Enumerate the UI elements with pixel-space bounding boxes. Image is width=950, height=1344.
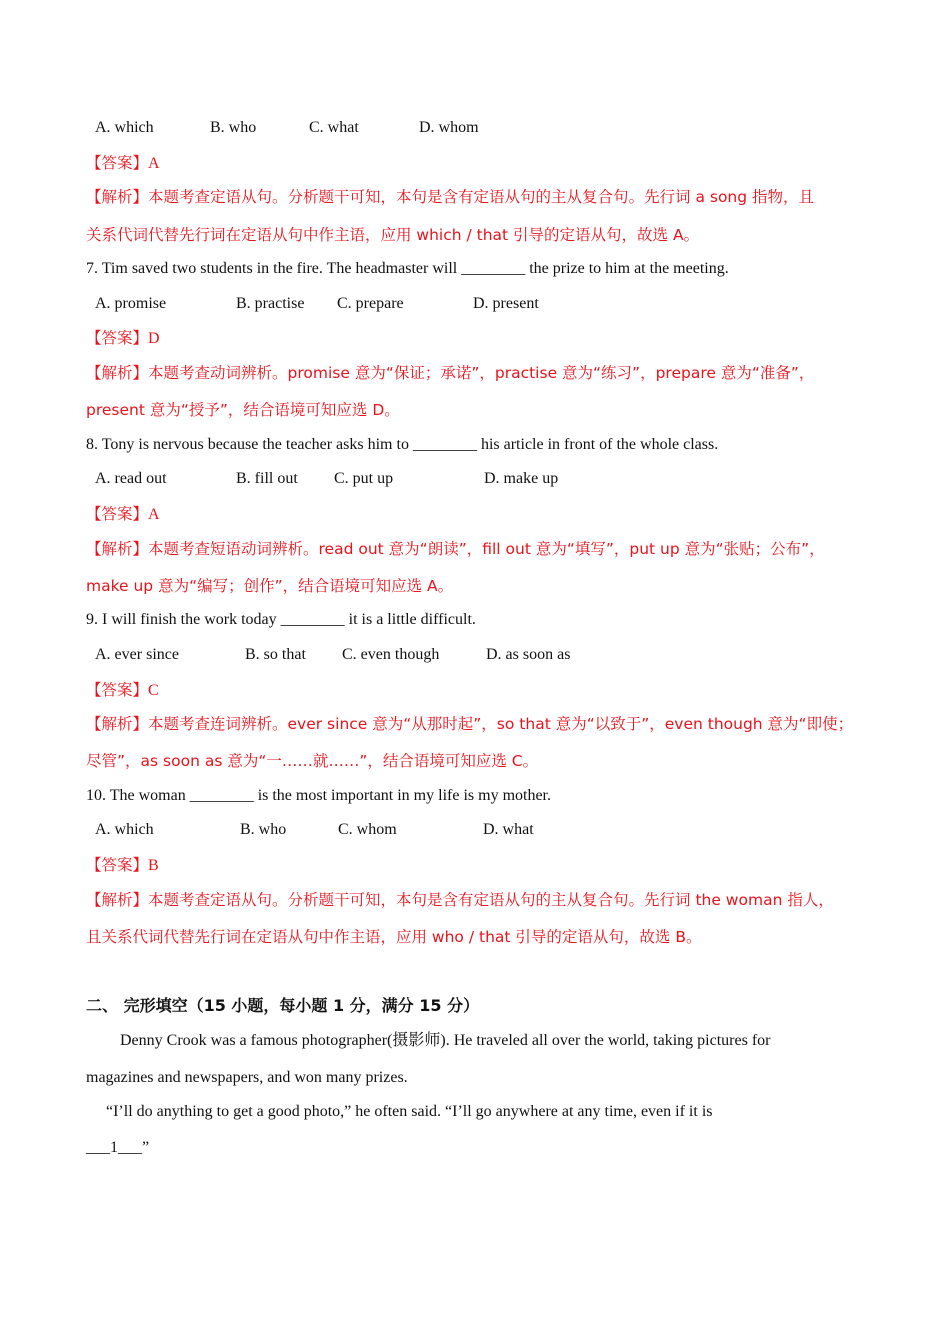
q8-answer-label: 【答案】 — [86, 505, 149, 523]
q10-analysis-text1: 本题考查定语从句。分析题干可知，本句是含有定语从句的主从复合句。先行词 the woman 指人， — [148, 891, 834, 909]
q8-option-c: C. put up — [334, 470, 394, 487]
q7-analysis-text1: 本题考查动词辨析。promise 意为“保证；承诺”，practise 意为“练习”，prepare 意为“准备”， — [148, 364, 815, 382]
q10-option-a: A. which — [95, 821, 154, 838]
q6-answer — [86, 153, 160, 174]
q7-answer-label: 【答案】 — [86, 329, 149, 347]
q6-option-b: B. who — [210, 119, 257, 136]
q9-analysis-label: 【解析】 — [86, 715, 149, 733]
q6-analysis-label: 【解析】 — [86, 188, 149, 206]
section2-title: 二、 完形填空（15 小题，每小题 1 分，满分 15 分） — [86, 996, 480, 1015]
q6-option-a: A. which — [95, 119, 154, 136]
q9-answer-value: C — [148, 682, 159, 699]
q6-answer-label: 【答案】 — [86, 154, 149, 172]
q9-analysis-line2: 尽管”，as soon as 意为“一……就……”，结合语境可知应选 C。 — [86, 752, 539, 770]
q7-stem: 7. Tim saved two students in the fire. The headmaster will ________ the prize to him at the meeting. — [86, 260, 729, 277]
q8-analysis-label: 【解析】 — [86, 540, 149, 558]
q7-answer-value: D — [148, 330, 160, 347]
q8-analysis-line2: make up 意为“编写；创作”，结合语境可知应选 A。 — [86, 577, 454, 595]
q9-analysis-line1 — [86, 714, 853, 735]
q8-answer-value: A — [148, 506, 160, 523]
q10-analysis-line2: 且关系代词代替先行词在定语从句中作主语，应用 who / that 引导的定语从句，故选 B。 — [86, 928, 702, 946]
q7-analysis-line1 — [86, 363, 814, 384]
section2-p1-line2: magazines and newspapers, and won many prizes. — [86, 1069, 408, 1086]
q6-analysis-text1: 本题考查定语从句。分析题干可知，本句是含有定语从句的主从复合句。先行词 a song 指物，且 — [148, 188, 815, 206]
q6-answer-value: A — [148, 155, 160, 172]
section2-p2-line2 — [86, 1138, 149, 1158]
q9-option-a: A. ever since — [95, 646, 179, 663]
q8-option-b: B. fill out — [236, 470, 298, 487]
q9-option-b: B. so that — [245, 646, 306, 663]
q9-answer-label: 【答案】 — [86, 681, 149, 699]
q10-analysis-line1 — [86, 890, 834, 911]
q9-analysis-text1: 本题考查连词辨析。ever since 意为“从那时起”，so that 意为“以致于”，even though 意为“即使； — [148, 715, 854, 733]
q10-option-d: D. what — [483, 821, 534, 838]
q6-analysis-line1 — [86, 187, 814, 208]
closing-quote: ” — [142, 1139, 150, 1156]
q9-answer — [86, 680, 159, 701]
q9-stem: 9. I will finish the work today ________ it is a little difficult. — [86, 611, 476, 628]
q7-analysis-label: 【解析】 — [86, 364, 149, 382]
q7-option-a: A. promise — [95, 295, 167, 312]
blank-1[interactable]: ___1___ — [86, 1139, 142, 1156]
q8-option-d: D. make up — [484, 470, 559, 487]
q7-answer — [86, 328, 160, 349]
q6-option-d: D. whom — [419, 119, 479, 136]
q10-answer-label: 【答案】 — [86, 856, 149, 874]
section2-p2-line1: “I’ll do anything to get a good photo,” he often said. “I’ll go anywhere at any time, even if it is — [106, 1103, 713, 1120]
q8-analysis-line1 — [86, 539, 825, 560]
section2-p1-line1: Denny Crook was a famous photographer(摄影师). He traveled all over the world, taking pictures for — [120, 1032, 771, 1049]
q8-stem: 8. Tony is nervous because the teacher asks him to ________ his article in front of the whole class. — [86, 436, 719, 453]
q10-option-b: B. who — [240, 821, 287, 838]
q6-analysis-line2: 关系代词代替先行词在定语从句中作主语，应用 which / that 引导的定语从句，故选 A。 — [86, 226, 700, 244]
q9-option-d: D. as soon as — [486, 646, 571, 663]
q6-option-c: C. what — [309, 119, 359, 136]
q10-answer-value: B — [148, 857, 159, 874]
q10-analysis-label: 【解析】 — [86, 891, 149, 909]
q9-option-c: C. even though — [342, 646, 440, 663]
q10-answer — [86, 855, 159, 876]
q7-option-b: B. practise — [236, 295, 305, 312]
q8-option-a: A. read out — [95, 470, 167, 487]
q7-option-c: C. prepare — [337, 295, 404, 312]
q8-analysis-text1: 本题考查短语动词辨析。read out 意为“朗读”，fill out 意为“填写”，put up 意为“张贴；公布”， — [148, 540, 825, 558]
q10-stem: 10. The woman ________ is the most important in my life is my mother. — [86, 787, 551, 804]
q10-option-c: C. whom — [338, 821, 397, 838]
q7-option-d: D. present — [473, 295, 539, 312]
q7-analysis-line2: present 意为“授予”，结合语境可知应选 D。 — [86, 401, 400, 419]
q8-answer — [86, 504, 160, 525]
